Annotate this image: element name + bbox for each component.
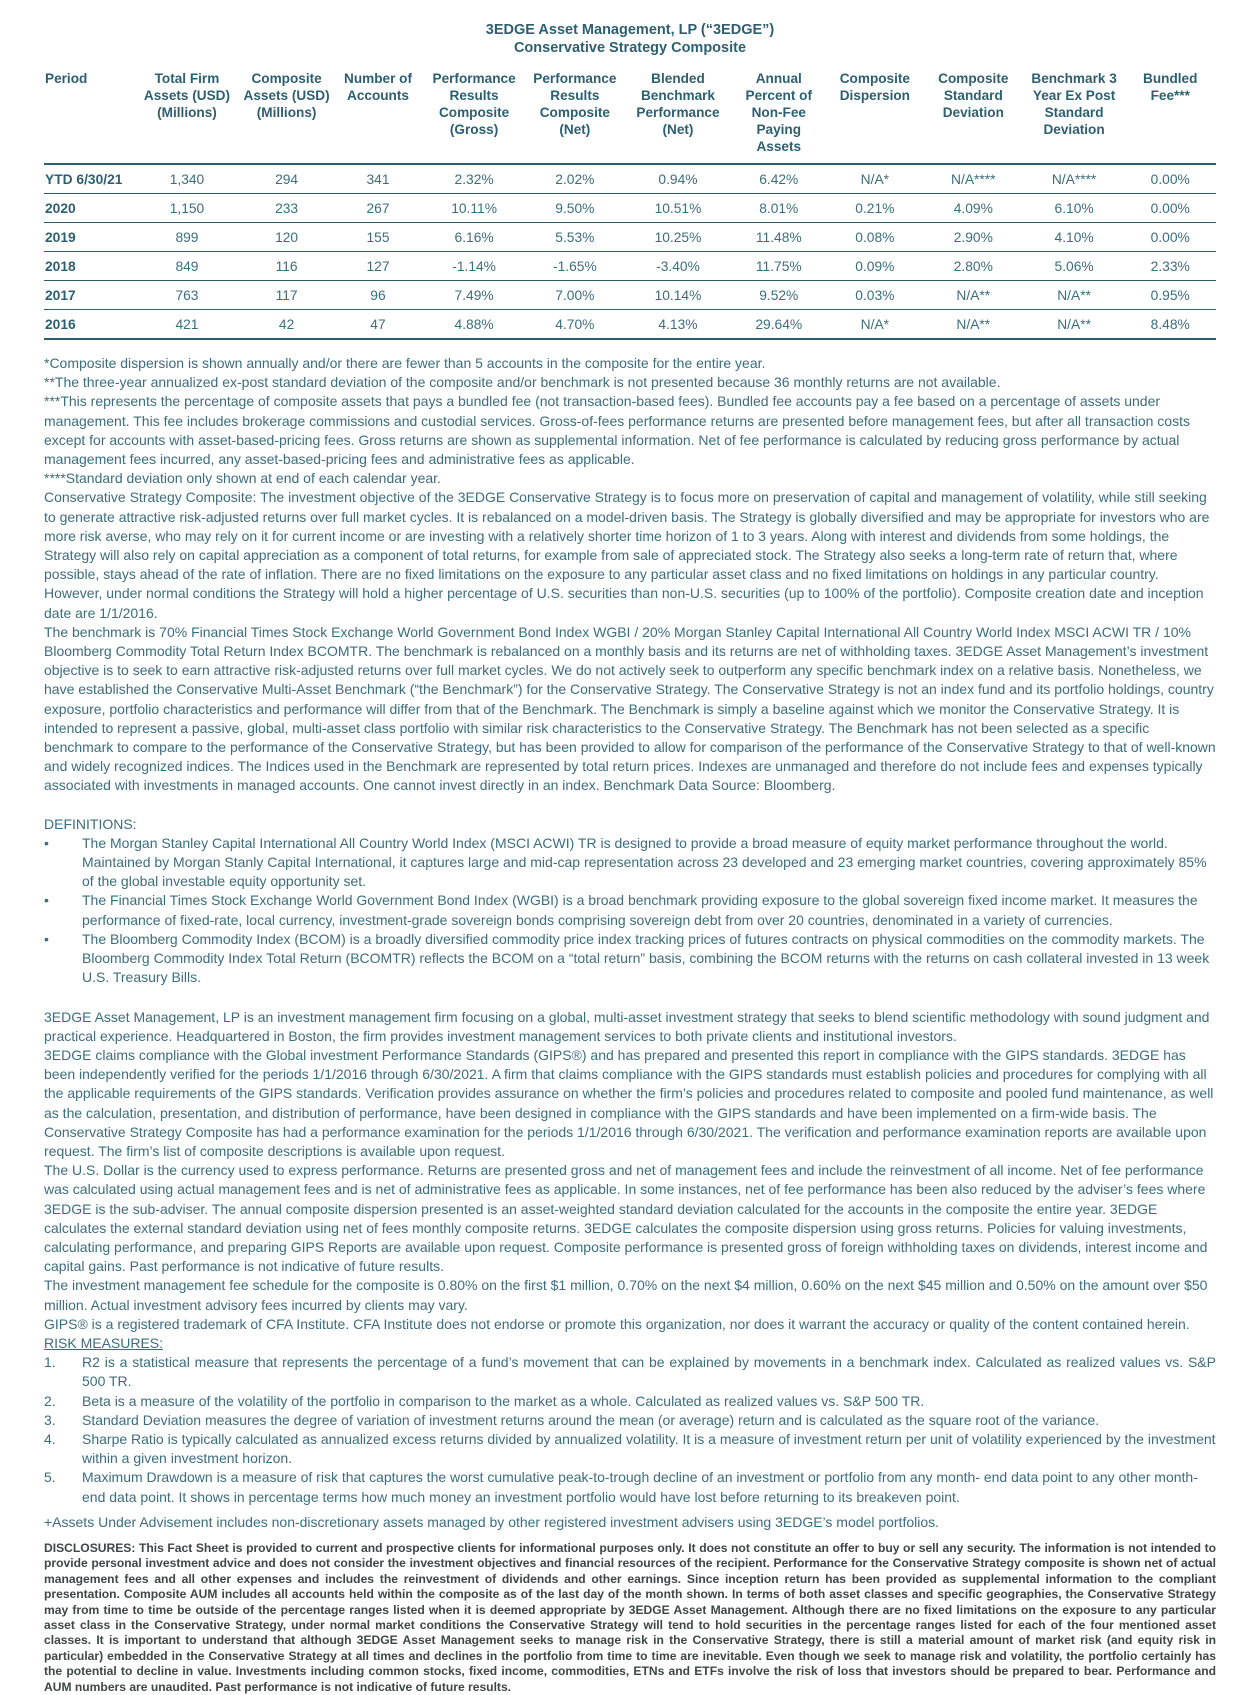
risk-measure-item bbox=[44, 1468, 1216, 1506]
value-cell: 0.03% bbox=[827, 281, 923, 310]
title-line-2: Conservative Strategy Composite bbox=[513, 39, 747, 56]
value-cell: 4.10% bbox=[1024, 223, 1125, 252]
column-header: Annual Percent of Non-Fee Paying Assets bbox=[731, 70, 827, 164]
value-cell: 9.50% bbox=[524, 194, 625, 223]
value-cell: 8.01% bbox=[731, 194, 827, 223]
period-cell: 2016 bbox=[44, 310, 133, 340]
value-cell: 2.33% bbox=[1124, 252, 1216, 281]
risk-measures-heading: RISK MEASURES: bbox=[44, 1334, 164, 1351]
value-cell: 10.11% bbox=[424, 194, 525, 223]
period-cell: 2019 bbox=[44, 223, 133, 252]
definition-item bbox=[44, 834, 1216, 892]
column-header: Performance Results Composite (Net) bbox=[524, 70, 625, 164]
column-header: Composite Standard Deviation bbox=[923, 70, 1024, 164]
period-cell: 2017 bbox=[44, 281, 133, 310]
period-cell: 2020 bbox=[44, 194, 133, 223]
footnotes-and-composite-description bbox=[44, 354, 1216, 796]
performance-table-body bbox=[44, 164, 1216, 339]
value-cell: 0.00% bbox=[1124, 164, 1216, 194]
value-cell: N/A**** bbox=[1024, 164, 1125, 194]
list-item-text: Beta is a measure of the volatility of the portfolio in comparison to the market as a whole. Calculated as realized values vs. S&P 500 TR. bbox=[82, 1392, 925, 1409]
value-cell: 763 bbox=[133, 281, 241, 310]
performance-table-header-row bbox=[44, 70, 1216, 164]
definitions-list bbox=[44, 834, 1216, 988]
value-cell: 5.06% bbox=[1024, 252, 1125, 281]
firm-paragraph: The U.S. Dollar is the currency used to express performance. Returns are presented gross and net of management fees and include the reinvestment of all income. Net of fee performance was calculated using actual management fees and is net of administrative fees as applicable. In some instances, net of fee performance has been also reduced by the adviser’s fees where 3EDGE is the sub-adviser. The annual composite dispersion presented is an asset-weighted standard deviation calculated for the accounts in the composite the entire year. 3EDGE calculates the external standard deviation using net of fees monthly composite returns. 3EDGE calculates the composite dispersion using gross returns. Policies for valuing investments, calculating performance, and preparing GIPS Reports are available upon request. Composite performance is presented gross of foreign withholding taxes on dividends, interest income and capital gains. Past performance is not indicative of future results. bbox=[44, 1162, 1208, 1275]
value-cell: 7.49% bbox=[424, 281, 525, 310]
list-item-text: Maximum Drawdown is a measure of risk that captures the worst cumulative peak-to-trough decline of an investment or portfolio from any month- end data point to any other month-end data point. It shows in percentage terms how much money an investment portfolio would have lost before returning to its breakeven point. bbox=[82, 1469, 1198, 1505]
value-cell: N/A** bbox=[923, 281, 1024, 310]
value-cell: 0.21% bbox=[827, 194, 923, 223]
value-cell: 6.42% bbox=[731, 164, 827, 194]
table-row bbox=[44, 223, 1216, 252]
value-cell: -1.65% bbox=[524, 252, 625, 281]
number-marker: 4. bbox=[44, 1430, 56, 1447]
value-cell: 47 bbox=[332, 310, 423, 340]
firm-paragraph: The investment management fee schedule for the composite is 0.80% on the first $1 million, 0.70% on the next $4 million, 0.60% on the next $45 million and 0.50% on the amount over $50 million. Actual investment advisory fees incurred by clients may vary. bbox=[44, 1277, 1208, 1313]
value-cell: 2.02% bbox=[524, 164, 625, 194]
value-cell: 42 bbox=[241, 310, 332, 340]
firm-paragraph: 3EDGE Asset Management, LP is an investment management firm focusing on a global, multi-asset investment strategy that seeks to blend scientific methodology with sound judgment and practical experience. Headquartered in Boston, the firm provides investment management services to both private clients and institutional investors. bbox=[44, 1008, 1210, 1044]
value-cell: 117 bbox=[241, 281, 332, 310]
value-cell: 0.00% bbox=[1124, 194, 1216, 223]
bullet-marker: • bbox=[44, 930, 49, 947]
value-cell: 1,340 bbox=[133, 164, 241, 194]
value-cell: 0.95% bbox=[1124, 281, 1216, 310]
value-cell: 0.09% bbox=[827, 252, 923, 281]
column-header: Number of Accounts bbox=[332, 70, 423, 164]
column-header: Total Firm Assets (USD) (Millions) bbox=[133, 70, 241, 164]
note-paragraph: ****Standard deviation only shown at end of each calendar year. bbox=[44, 470, 441, 487]
value-cell: N/A** bbox=[923, 310, 1024, 340]
table-row bbox=[44, 164, 1216, 194]
column-header: Composite Dispersion bbox=[827, 70, 923, 164]
value-cell: 294 bbox=[241, 164, 332, 194]
value-cell: 233 bbox=[241, 194, 332, 223]
value-cell: 116 bbox=[241, 252, 332, 281]
column-header: Performance Results Composite (Gross) bbox=[424, 70, 525, 164]
value-cell: 120 bbox=[241, 223, 332, 252]
value-cell: 10.14% bbox=[625, 281, 730, 310]
value-cell: 127 bbox=[332, 252, 423, 281]
value-cell: N/A* bbox=[827, 310, 923, 340]
value-cell: 421 bbox=[133, 310, 241, 340]
value-cell: 8.48% bbox=[1124, 310, 1216, 340]
number-marker: 5. bbox=[44, 1469, 56, 1486]
value-cell: 2.32% bbox=[424, 164, 525, 194]
performance-table bbox=[44, 70, 1216, 340]
value-cell: 0.08% bbox=[827, 223, 923, 252]
table-row bbox=[44, 252, 1216, 281]
value-cell: -3.40% bbox=[625, 252, 730, 281]
value-cell: 9.52% bbox=[731, 281, 827, 310]
list-item-text: The Bloomberg Commodity Index (BCOM) is a broadly diversified commodity price index tracking prices of futures contracts on physical commodities on the commodity markets. The Bloomberg Commodity Index Total Return (BCOMTR) reflects the BCOM on a “total return” basis, combining the BCOM returns with the returns on cash collateral invested in 13 week U.S. Treasury Bills. bbox=[82, 930, 1210, 986]
value-cell: 267 bbox=[332, 194, 423, 223]
value-cell: 11.48% bbox=[731, 223, 827, 252]
note-paragraph: *Composite dispersion is shown annually and/or there are fewer than 5 accounts in the composite for the entire year. bbox=[44, 355, 766, 371]
value-cell: 2.90% bbox=[923, 223, 1024, 252]
note-paragraph: Conservative Strategy Composite: The investment objective of the 3EDGE Conservative Strategy is to focus more on preservation of capital and management of volatility, while still seeking to generate attractive risk-adjusted returns over full market cycles. It is rebalanced on a model-driven basis. The Strategy is globally diversified and may be appropriate for investors who are more risk averse, who may rely on it for current income or are investing with a relatively shorter time horizon of 1 to 3 years. Along with interest and dividends from some holdings, the Strategy will also rely on capital appreciation as a component of total returns, for example from sale of appreciated stock. The Strategy also seeks a long-term rate of return that, where possible, stays ahead of the rate of inflation. There are no fixed limitations on the exposure to any particular asset class and no fixed limitations on holdings in any particular country. However, under normal conditions the Strategy will hold a higher percentage of U.S. securities than non-U.S. securities (up to 100% of the portfolio). Composite creation date and inception date are 1/1/2016. bbox=[44, 489, 1210, 621]
firm-paragraph: 3EDGE claims compliance with the Global investment Performance Standards (GIPS®) and has prepared and presented this report in compliance with the GIPS standards. 3EDGE has been independently verified for the periods 1/1/2016 through 6/30/2021. A firm that claims compliance with the GIPS standards must establish policies and procedures for complying with all the applicable requirements of the GIPS standards. Verification provides assurance on whether the firm’s policies and procedures related to composite and pooled fund maintenance, as well as the calculation, presentation, and distribution of performance, have been designed in compliance with the GIPS standards and have been implemented on a firm-wide basis. The Conservative Strategy Composite has had a performance examination for the periods 1/1/2016 through 6/30/2021. The verification and performance examination reports are available upon request. The firm’s list of composite descriptions is available upon request. bbox=[44, 1046, 1214, 1159]
definitions-heading: DEFINITIONS: bbox=[44, 815, 137, 832]
risk-measures-list bbox=[44, 1353, 1216, 1507]
value-cell: 11.75% bbox=[731, 252, 827, 281]
value-cell: 29.64% bbox=[731, 310, 827, 340]
note-paragraph: The benchmark is 70% Financial Times Stock Exchange World Government Bond Index WGBI / 20% Morgan Stanley Capital International All Country World Index MSCI ACWI TR / 10% Bloomberg Commodity Total Return Index BCOMTR. The benchmark is rebalanced on a monthly basis and its returns are net of withholding taxes. 3EDGE Asset Management’s investment objective is to seek to earn attractive risk-adjusted returns over full market cycles. We do not actively seek to outperform any specific benchmark index on a relative basis. Nonetheless, we have established the Conservative Multi-Asset Benchmark (“the Benchmark”) for the Conservative Strategy. The Conservative Strategy is not an index fund and its portfolio holdings, country exposure, portfolio characteristics and performance will differ from that of the Benchmark. The Benchmark is simply a baseline against which we monitor the Conservative Strategy. It is intended to represent a passive, global, multi-asset class portfolio with similar risk characteristics to the Conservative Strategy. The Benchmark has not been selected as a specific benchmark to compare to the performance of the Conservative Strategy, but has been provided to allow for comparison of the performance of the Conservative Strategy to that of well-known and widely recognized indices. The Indices used in the Benchmark are represented by total return prices. Indexes are unmanaged and therefore do not include fees and expenses typically associated with investments in managed accounts. One cannot invest directly in an index. Benchmark Data Source: Bloomberg. bbox=[44, 623, 1216, 794]
firm-paragraph: GIPS® is a registered trademark of CFA Institute. CFA Institute does not endorse or promote this organization, nor does it warrant the accuracy or quality of the content contained herein. bbox=[44, 1315, 1190, 1332]
column-header: Bundled Fee*** bbox=[1124, 70, 1216, 164]
risk-measure-item bbox=[44, 1392, 1216, 1411]
value-cell: 4.09% bbox=[923, 194, 1024, 223]
list-item-text: R2 is a statistical measure that represents the percentage of a fund’s movement that can be explained by movements in a benchmark index. Calculated as realized values vs. S&P 500 TR. bbox=[82, 1354, 1216, 1390]
value-cell: 155 bbox=[332, 223, 423, 252]
definition-item bbox=[44, 930, 1216, 988]
value-cell: 10.25% bbox=[625, 223, 730, 252]
table-row bbox=[44, 194, 1216, 223]
value-cell: 7.00% bbox=[524, 281, 625, 310]
list-item-text: Sharpe Ratio is typically calculated as annualized excess returns divided by annualized volatility. It is a measure of investment return per unit of volatility experienced by the investment within a given investment horizon. bbox=[82, 1430, 1216, 1467]
bullet-marker: • bbox=[44, 892, 49, 909]
number-marker: 1. bbox=[44, 1354, 56, 1371]
column-header: Blended Benchmark Performance (Net) bbox=[625, 70, 730, 164]
value-cell: 5.53% bbox=[524, 223, 625, 252]
value-cell: 4.70% bbox=[524, 310, 625, 340]
list-item-text: Standard Deviation measures the degree of variation of investment returns around the mean (or average) return and is calculated as the square root of the variance. bbox=[82, 1411, 1100, 1428]
value-cell: 2.80% bbox=[923, 252, 1024, 281]
value-cell: 96 bbox=[332, 281, 423, 310]
note-paragraph: ***This represents the percentage of composite assets that pays a bundled fee (not transaction-based fees). Bundled fee accounts pay a fee based on a percentage of assets under management. This fee includes brokerage commissions and custodial services. Gross-of-fees performance returns are presented before management fees, but after all transaction costs except for accounts with asset-based-pricing fees. Gross returns are shown as supplemental information. Net of fee performance is calculated by reducing gross performance by actual management fees incurred, any asset-based-pricing fees and administrative fees as applicable. bbox=[44, 393, 1190, 468]
assets-under-advisement-note: +Assets Under Advisement includes non-discretionary assets managed by other registered investment advisers using 3EDGE’s model portfolios. bbox=[44, 1513, 940, 1530]
value-cell: 4.13% bbox=[625, 310, 730, 340]
value-cell: 10.51% bbox=[625, 194, 730, 223]
risk-measure-item bbox=[44, 1353, 1216, 1391]
value-cell: 849 bbox=[133, 252, 241, 281]
value-cell: 0.00% bbox=[1124, 223, 1216, 252]
table-row bbox=[44, 310, 1216, 340]
value-cell: N/A** bbox=[1024, 310, 1125, 340]
value-cell: N/A** bbox=[1024, 281, 1125, 310]
column-header: Benchmark 3 Year Ex Post Standard Deviation bbox=[1024, 70, 1125, 164]
column-header: Composite Assets (USD) (Millions) bbox=[241, 70, 332, 164]
period-cell: YTD 6/30/21 bbox=[44, 164, 133, 194]
firm-and-compliance-paragraphs bbox=[44, 1008, 1216, 1334]
list-item-text: The Morgan Stanley Capital International All Country World Index (MSCI ACWI) TR is designed to provide a broad measure of equity market performance throughout the world. Maintained by Morgan Stanly Capital International, it captures large and mid-cap representation across 23 developed and 23 emerging market countries, covering approximately 85% of the global investable equity opportunity set. bbox=[82, 834, 1207, 890]
number-marker: 2. bbox=[44, 1392, 56, 1409]
title-line-1: 3EDGE Asset Management, LP (“3EDGE”) bbox=[485, 22, 775, 38]
value-cell: 341 bbox=[332, 164, 423, 194]
disclosures-paragraph: DISCLOSURES: This Fact Sheet is provided to current and prospective clients for informational purposes only. It does not constitute an offer to buy or sell any security. The information is not intended to provide personal investment advice and does not consider the investment objectives and financial resources of the recipient. Performance for the Conservative Strategy composite is shown net of actual management fees and all other expenses and includes the reinvestment of dividends and other earnings. Since inception return has been provided as supplemental information to the compliant presentation. Composite AUM includes all accounts held within the composite as of the last day of the month shown. In terms of both asset classes and specific geographies, the Conservative Strategy may from time to time be outside of the percentage ranges listed when it is deemed appropriate by 3EDGE Asset Management. Although there are no fixed limitations on the exposure to any particular asset class in the Conservative Strategy, under normal market conditions the Conservative Strategy will tend to hold securities in the percentage ranges listed for each of the four mentioned asset classes. It is important to understand that although 3EDGE Asset Management seeks to manage risk in the Conservative Strategy, there is still a material amount of market risk (and equity risk in particular) embedded in the Conservative Strategy at all times and declines in the portfolio from time to time are inevitable. Even though we seek to manage risk and volatility, the portfolio certainly has the potential to decline in value. Investments including common stocks, fixed income, commodities, ETNs and ETFs involve the risk of loss that investors should be prepared to bear. Performance and AUM numbers are unaudited. Past performance is not indicative of future results. bbox=[44, 1540, 1216, 1694]
risk-measure-item bbox=[44, 1411, 1216, 1430]
risk-measure-item bbox=[44, 1430, 1216, 1468]
number-marker: 3. bbox=[44, 1411, 56, 1428]
value-cell: N/A* bbox=[827, 164, 923, 194]
period-cell: 2018 bbox=[44, 252, 133, 281]
value-cell: 6.10% bbox=[1024, 194, 1125, 223]
bullet-marker: • bbox=[44, 834, 49, 851]
value-cell: N/A**** bbox=[923, 164, 1024, 194]
value-cell: 4.88% bbox=[424, 310, 525, 340]
note-paragraph: **The three-year annualized ex-post standard deviation of the composite and/or benchmark is not presented because 36 monthly returns are not available. bbox=[44, 374, 1001, 391]
value-cell: 899 bbox=[133, 223, 241, 252]
list-item-text: The Financial Times Stock Exchange World Government Bond Index (WGBI) is a broad benchmark providing exposure to the global sovereign fixed income market. It measures the performance of fixed-rate, local currency, investment-grade sovereign bonds comprising sovereign debt from over 20 countries, denominated in a variety of currencies. bbox=[82, 892, 1198, 928]
table-row bbox=[44, 281, 1216, 310]
period-column-header: Period bbox=[44, 70, 133, 164]
definition-item bbox=[44, 891, 1216, 929]
value-cell: -1.14% bbox=[424, 252, 525, 281]
value-cell: 0.94% bbox=[625, 164, 730, 194]
document-title bbox=[44, 22, 1216, 57]
value-cell: 1,150 bbox=[133, 194, 241, 223]
value-cell: 6.16% bbox=[424, 223, 525, 252]
